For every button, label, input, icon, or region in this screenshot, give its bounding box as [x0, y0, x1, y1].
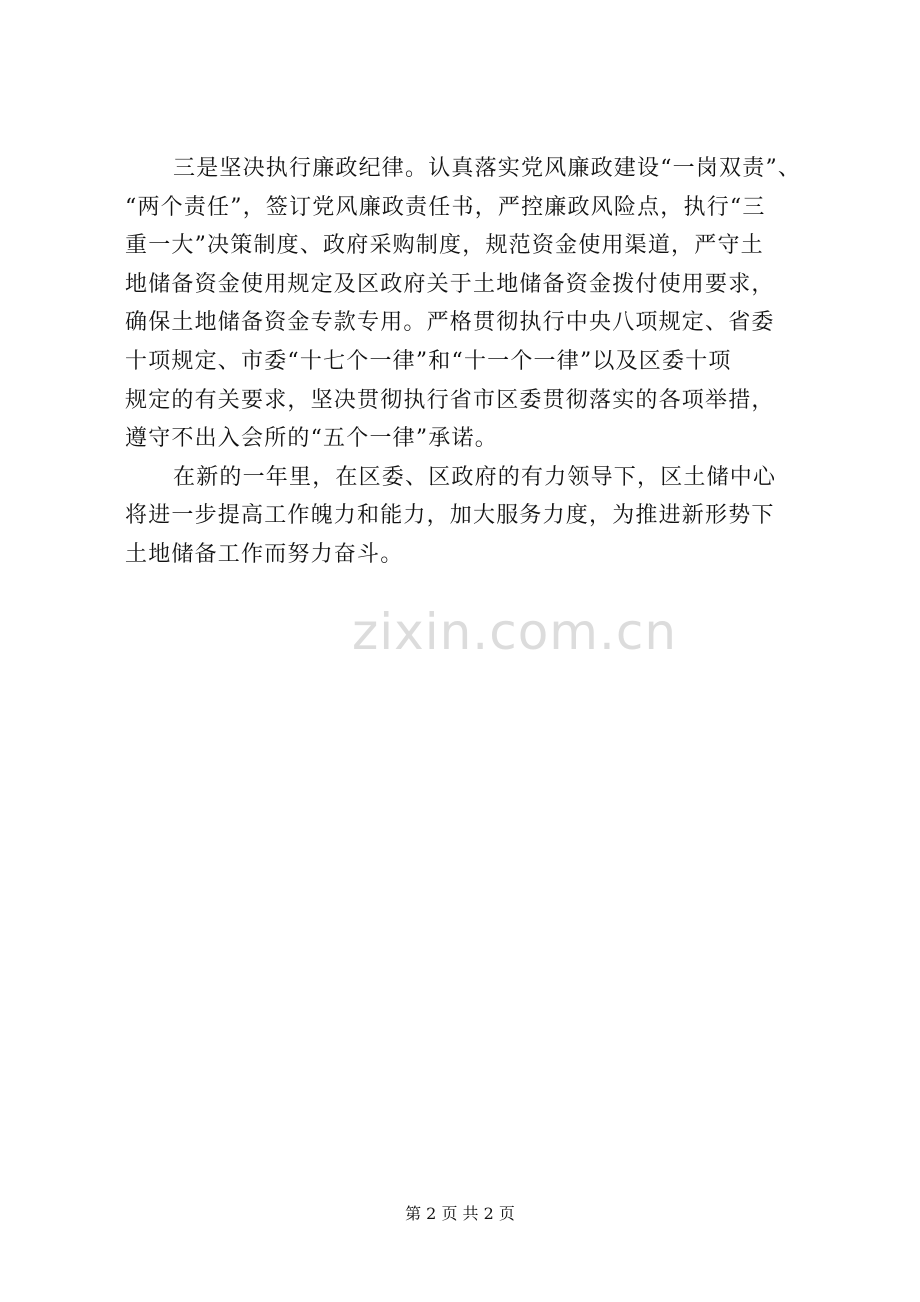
text-line: 重一大”决策制度、政府采购制度，规范资金使用渠道，严守土 [125, 233, 764, 259]
text-line: 三是坚决执行廉政纪律。认真落实党风廉政建设“一岗双责”、 [173, 156, 802, 181]
text-line: “两个责任”，签订党风廉政责任书，严控廉政风险点，执行“三 [125, 194, 766, 220]
text-line: 确保土地储备资金专款专用。严格贯彻执行中央八项规定、省委 [125, 310, 775, 336]
page-footer: 第 2 页 共 2 页 [405, 1204, 515, 1223]
text-line: 规定的有关要求，坚决贯彻执行省市区委贯彻落实的各项举措， [125, 387, 775, 413]
paragraph-new-year [125, 459, 815, 575]
text-line: 遵守不出入会所的“五个一律”承诺。 [125, 426, 498, 452]
document-body [125, 150, 815, 575]
text-line: 地储备资金使用规定及区政府关于土地储备资金拨付使用要求， [125, 271, 775, 297]
text-line: 将进一步提高工作魄力和能力，加大服务力度，为推进新形势下 [125, 503, 775, 529]
text-line: 土地储备工作而努力奋斗。 [125, 541, 404, 567]
watermark: zixin.com.cn [352, 603, 678, 661]
text-line: 在新的一年里，在区委、区政府的有力领导下，区土储中心 [173, 464, 777, 490]
text-line: 十项规定、市委“十七个一律”和“十一个一律”以及区委十项 [125, 348, 732, 374]
paragraph-discipline [125, 150, 815, 459]
